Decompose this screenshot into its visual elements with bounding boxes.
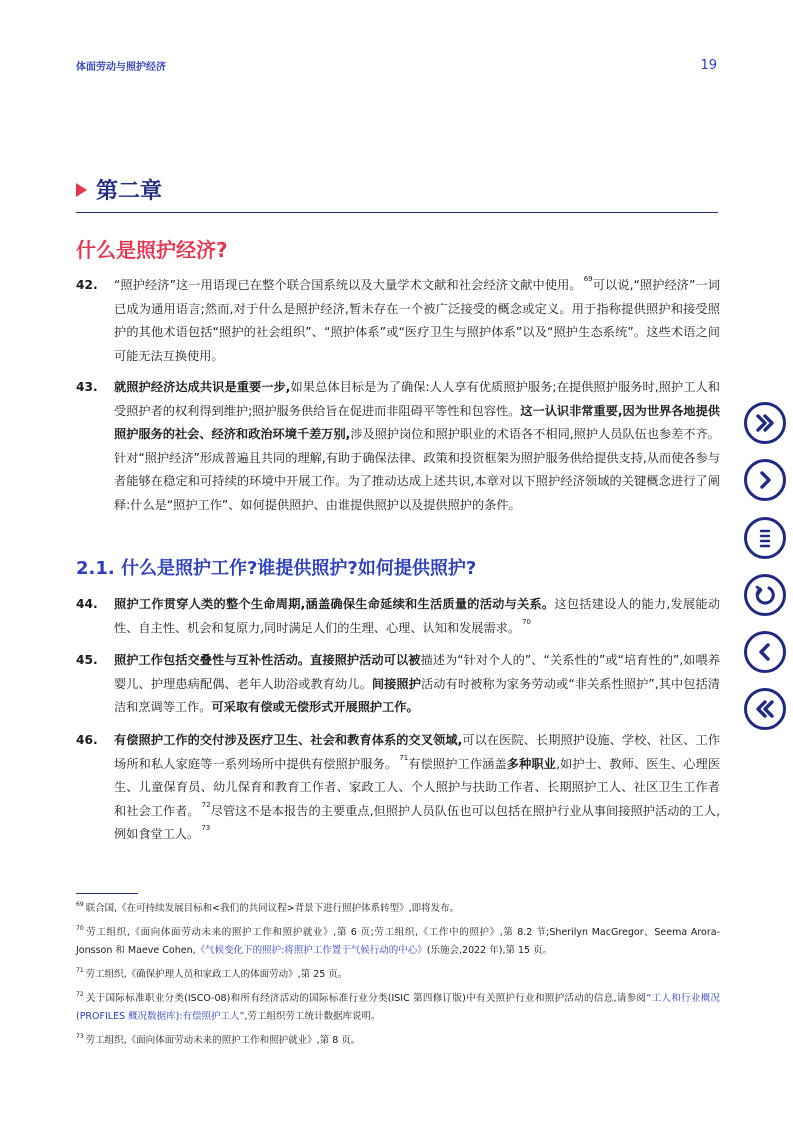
footnote-72: $^{72}$ 关于国际标准职业分类(ISCO-08)和所有经济活动的国际标准行业分类(ISIC 第四修订版)中有关照护行业和照护活动的信息,请参阅“工人和行业概况(PROFILES 概况数据库):有偿照护工人”,劳工组织劳工统计数据库说明。	[76, 991, 721, 1022]
footnote-link[interactable]: “工人和行业概况(PROFILES 概况数据库):有偿照护工人”	[76, 993, 721, 1022]
footnote-divider	[76, 893, 138, 894]
chevron-left-icon	[753, 640, 777, 664]
double-chevron-left-icon	[753, 697, 777, 721]
paragraph-number: 45.	[76, 653, 98, 667]
first-page-button[interactable]	[744, 402, 786, 444]
section-title: 什么是照护经济?	[76, 238, 228, 262]
footnote-ref[interactable]: 71	[399, 753, 409, 762]
footnote-73: $^{73}$ 劳工组织,《面向体面劳动未来的照护工作和照护就业》,第 8 页。	[76, 1033, 361, 1046]
subsection-title: 2.1. 什么是照护工作?谁提供照护?如何提供照护?	[76, 558, 477, 579]
chapter-arrow-icon	[76, 183, 87, 197]
paragraph-42	[76, 274, 720, 368]
page-number: 19	[700, 58, 717, 73]
paragraph-text: 有偿照护工作的交付涉及医疗卫生、社会和教育体系的交叉领域,可以在医院、长期照护设施、学校、社区、工作场所和私人家庭等一系列场所中提供有偿照护服务。 $^{71}$有偿照护工作涵盖多种职业,如护士、教师、医生、心理医生、儿童保育员、幼儿保育和教育工作者、家政工人、个人照护与扶助工作者、长期照护工人、社区卫生工作者和社会工作者。 $^{72}$尽管这不是本报告的主要重点,但照护人员队伍也可以包括在照护行业从事间接照护活动的工人,例如食堂工人。 $^{73}$	[114, 733, 721, 841]
chevron-right-icon	[753, 468, 777, 492]
back-button[interactable]	[744, 574, 786, 616]
paragraph-text: 照护工作贯穿人类的整个生命周期,涵盖确保生命延续和生活质量的活动与关系。这包括建设人的能力,发展能动性、自主性、机会和复原力,同时满足人们的生理、心理、认知和发展需求。 $^{70}$	[114, 597, 720, 635]
footnote-ref[interactable]: 72	[201, 800, 211, 809]
paragraph-text: “照护经济”这一用语现已在整个联合国系统以及大量学术文献和社会经济文献中使用。 $^{69}$可以说,“照护经济”一词已成为通用语言;然而,对于什么是照护经济,暂未存在一个被广泛接受的概念或定义。用于指称提供照护和接受照护的其他术语包括“照护的社会组织”、“照护体系”或“医疗卫生与照护体系”以及“照护生态系统”。这些术语之间可能无法互换使用。	[114, 275, 720, 363]
footnote-ref[interactable]: 70	[522, 617, 531, 626]
list-icon	[753, 526, 777, 550]
paragraph-text: 照护工作包括交叠性与互补性活动。直接照护活动可以被描述为“针对个人的”、“关系性的”或“培育性的”,如喂养婴儿、护理患病配偶、老年人助浴或教育幼儿。间接照护活动有时被称为家务劳动或“非关系性照护”,其中包括清洁和烹调等工作。可采取有偿或无偿形式开展照护工作。	[114, 653, 721, 714]
chapter-heading	[76, 174, 718, 213]
next-page-button[interactable]	[744, 459, 786, 501]
previous-page-button[interactable]	[744, 631, 786, 673]
footnote-ref[interactable]: 69	[583, 275, 593, 283]
footnote-69: $^{69}$ 联合国,《在可持续发展目标和<我们的共同议程>背景下进行照护体系转型》,即将发布。	[76, 901, 460, 914]
footnote-ref[interactable]: 73	[201, 824, 211, 832]
paragraph-text: 就照护经济达成共识是重要一步,如果总体目标是为了确保:人人享有优质照护服务;在提供照护服务时,照护工人和受照护者的权利得到维护;照护服务供给旨在促进而非阻碍平等性和包容性。这一认识非常重要,因为世界各地提供照护服务的社会、经济和政治环境千差万别,涉及照护岗位和照护职业的术语各不相同,照护人员队伍也参差不齐。针对“照护经济”形成普遍且共同的理解,有助于确保法律、政策和投资框架为照护服务供给提供支持,从而使各参与者能够在稳定和可持续的环境中开展工作。为了推动达成上述共识,本章对以下照护经济领域的关键概念进行了阐释:什么是“照护工作”、如何提供照护、由谁提供照护以及提供照护的条件。	[114, 380, 720, 512]
contents-button[interactable]	[744, 517, 786, 559]
paragraph-number: 43.	[76, 380, 98, 394]
last-page-button[interactable]	[744, 688, 786, 730]
footnote-71: $^{71}$ 劳工组织,《确保护理人员和家政工人的体面劳动》,第 25 页。	[76, 967, 348, 980]
return-icon	[753, 583, 777, 607]
chapter-title: 第二章	[96, 179, 163, 204]
double-chevron-right-icon	[753, 411, 777, 435]
running-header: 体面劳动与照护经济	[76, 62, 166, 73]
paragraph-45	[76, 649, 720, 720]
paragraph-43	[76, 376, 720, 517]
paragraph-number: 44.	[76, 597, 98, 611]
footnote-70: $^{70}$ 劳工组织,《面向体面劳动未来的照护工作和照护就业》,第 6 页;劳工组织,《工作中的照护》,第 8.2 节;Sherilyn MacGregor、Seema Arora-Jonsson 和 Maeve Cohen,《气候变化下的照护:将照护工作置于气候行动的中心》(乐施会,2022 年),第 15 页。	[76, 925, 720, 956]
paragraph-44	[76, 593, 720, 640]
footnotes	[76, 900, 720, 1056]
paragraph-number: 42.	[76, 278, 98, 292]
footnote-link[interactable]: 《气候变化下的照护:将照护工作置于气候行动的中心》	[195, 945, 427, 956]
paragraph-number: 46.	[76, 733, 98, 747]
paragraph-46	[76, 729, 720, 847]
